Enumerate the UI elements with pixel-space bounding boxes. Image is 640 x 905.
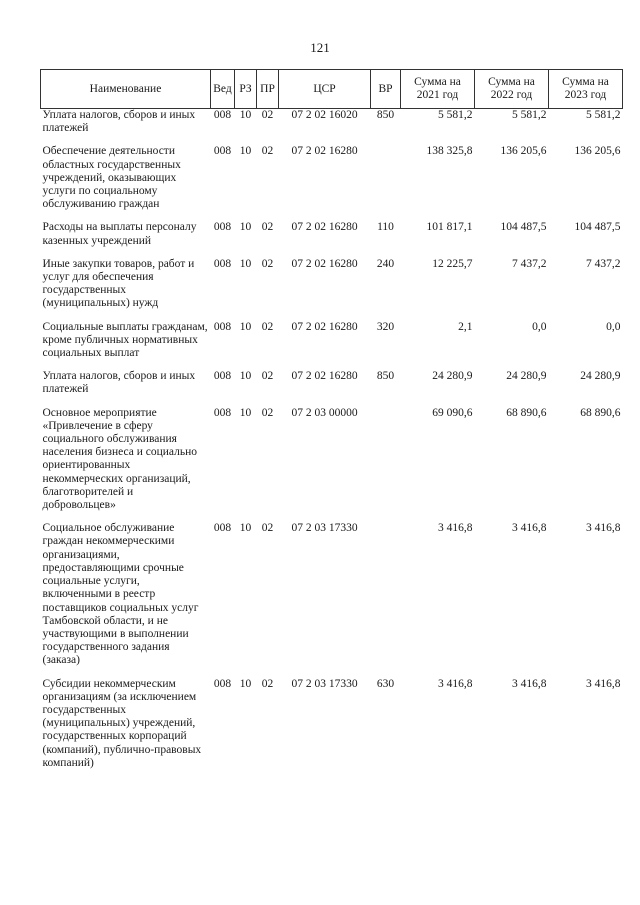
row-sum-2023: 24 280,9 (580, 370, 621, 383)
row-vr: 320 (376, 320, 395, 333)
table-header (41, 70, 623, 109)
row-csr: 07 2 02 16280 (291, 145, 358, 158)
column-header-ved: Вед (211, 70, 235, 109)
table-row (41, 407, 623, 523)
row-name: Расходы на выплаты персоналу казенных учреждений (42, 221, 197, 247)
table-row (41, 522, 623, 677)
table-row (41, 321, 623, 371)
row-pr: 02 (261, 320, 274, 333)
row-csr: 07 2 03 00000 (291, 406, 358, 419)
row-vr (371, 145, 401, 221)
row-sum-2022: 0,0 (532, 320, 547, 333)
row-ved: 008 (213, 109, 232, 121)
row-rz: 10 (239, 677, 252, 690)
column-header-rz: РЗ (235, 70, 257, 109)
row-sum-2021: 69 090,6 (432, 406, 473, 419)
row-csr: 07 2 02 16280 (291, 320, 358, 333)
row-name: Уплата налогов, сборов и иных платежей (42, 109, 196, 135)
table-row (41, 258, 623, 321)
row-sum-2023: 136 205,6 (574, 145, 621, 158)
row-name: Основное мероприятие «Привлечение в сферу социального обслуживания населения бизнеса и социально ориентированных некоммерческих организаций, благотворителей и добровольцев» (42, 406, 198, 512)
row-ved: 008 (213, 370, 232, 383)
row-ved: 008 (213, 677, 232, 690)
row-ved: 008 (213, 522, 232, 535)
row-ved: 008 (213, 257, 232, 270)
row-name: Социальное обслуживание граждан некоммерческими организациями, предоставляющими срочные социальные услуги, включенными в реестр поставщиков социальных услуг Тамбовской области, и не участвующими в выполнении государственного задания (заказа) (42, 522, 199, 667)
row-vr: 850 (376, 370, 395, 383)
row-rz: 10 (239, 145, 252, 158)
row-sum-2023: 5 581,2 (586, 109, 621, 121)
row-pr: 02 (261, 406, 274, 419)
row-rz: 10 (239, 109, 252, 121)
row-rz: 10 (239, 370, 252, 383)
row-pr: 02 (261, 677, 274, 690)
row-sum-2022: 3 416,8 (512, 522, 547, 535)
column-header-2021: Сумма на 2021 год (401, 70, 475, 109)
budget-table (40, 69, 623, 780)
row-csr: 07 2 02 16280 (291, 221, 358, 234)
row-name: Социальные выплаты гражданам, кроме публичных нормативных социальных выплат (42, 320, 208, 360)
row-sum-2021: 101 817,1 (426, 221, 473, 234)
row-sum-2021: 2,1 (458, 320, 473, 333)
table-row (41, 370, 623, 406)
row-sum-2021: 138 325,8 (426, 145, 473, 158)
row-vr (371, 407, 401, 523)
row-sum-2022: 24 280,9 (506, 370, 547, 383)
table-row (41, 678, 623, 780)
row-vr: 630 (376, 677, 395, 690)
page-number: 121 (310, 40, 330, 55)
column-header-name: Наименование (41, 70, 211, 109)
row-name: Уплата налогов, сборов и иных платежей (42, 370, 196, 396)
row-pr: 02 (261, 257, 274, 270)
row-vr (371, 522, 401, 677)
row-ved: 008 (213, 221, 232, 234)
row-sum-2022: 104 487,5 (500, 221, 547, 234)
row-sum-2023: 68 890,6 (580, 406, 621, 419)
row-csr: 07 2 02 16020 (291, 109, 358, 121)
row-sum-2022: 7 437,2 (512, 257, 547, 270)
row-sum-2022: 5 581,2 (512, 109, 547, 121)
row-ved: 008 (213, 145, 232, 158)
row-sum-2023: 3 416,8 (586, 522, 621, 535)
row-rz: 10 (239, 522, 252, 535)
row-sum-2023: 0,0 (606, 320, 621, 333)
row-csr: 07 2 02 16280 (291, 370, 358, 383)
row-pr: 02 (261, 109, 274, 121)
row-sum-2023: 7 437,2 (586, 257, 621, 270)
row-sum-2021: 3 416,8 (438, 522, 473, 535)
row-rz: 10 (239, 257, 252, 270)
row-pr: 02 (261, 145, 274, 158)
row-csr: 07 2 03 17330 (291, 677, 358, 690)
row-pr: 02 (261, 370, 274, 383)
row-rz: 10 (239, 406, 252, 419)
table-row (41, 109, 623, 146)
row-sum-2021: 24 280,9 (432, 370, 473, 383)
row-pr: 02 (261, 522, 274, 535)
row-csr: 07 2 02 16280 (291, 257, 358, 270)
row-sum-2023: 3 416,8 (586, 677, 621, 690)
row-sum-2022: 136 205,6 (500, 145, 547, 158)
row-csr: 07 2 03 17330 (291, 522, 358, 535)
column-header-2023: Сумма на 2023 год (549, 70, 623, 109)
row-vr: 110 (377, 221, 394, 234)
row-rz: 10 (239, 221, 252, 234)
row-name: Субсидии некоммерческим организациям (за исключением государственных (муниципальных) учреждений, государственных корпораций (компаний), публично-правовых компаний) (42, 677, 202, 769)
row-vr: 850 (376, 109, 395, 121)
row-vr: 240 (376, 257, 395, 270)
row-name: Иные закупки товаров, работ и услуг для обеспечения государственных (муниципальных) нужд (42, 257, 195, 310)
row-sum-2022: 68 890,6 (506, 406, 547, 419)
row-sum-2023: 104 487,5 (574, 221, 621, 234)
row-ved: 008 (213, 320, 232, 333)
table-row (41, 221, 623, 257)
row-sum-2021: 12 225,7 (432, 257, 473, 270)
row-sum-2021: 3 416,8 (438, 677, 473, 690)
row-pr: 02 (261, 221, 274, 234)
row-sum-2021: 5 581,2 (438, 109, 473, 121)
row-name: Обеспечение деятельности областных государственных учреждений, оказывающих услуги по социальному обслуживанию граждан (42, 145, 181, 211)
row-ved: 008 (213, 406, 232, 419)
column-header-csr: ЦСР (279, 70, 371, 109)
row-rz: 10 (239, 320, 252, 333)
column-header-2022: Сумма на 2022 год (475, 70, 549, 109)
column-header-vr: ВР (371, 70, 401, 109)
column-header-pr: ПР (257, 70, 279, 109)
row-sum-2022: 3 416,8 (512, 677, 547, 690)
table-row (41, 145, 623, 221)
